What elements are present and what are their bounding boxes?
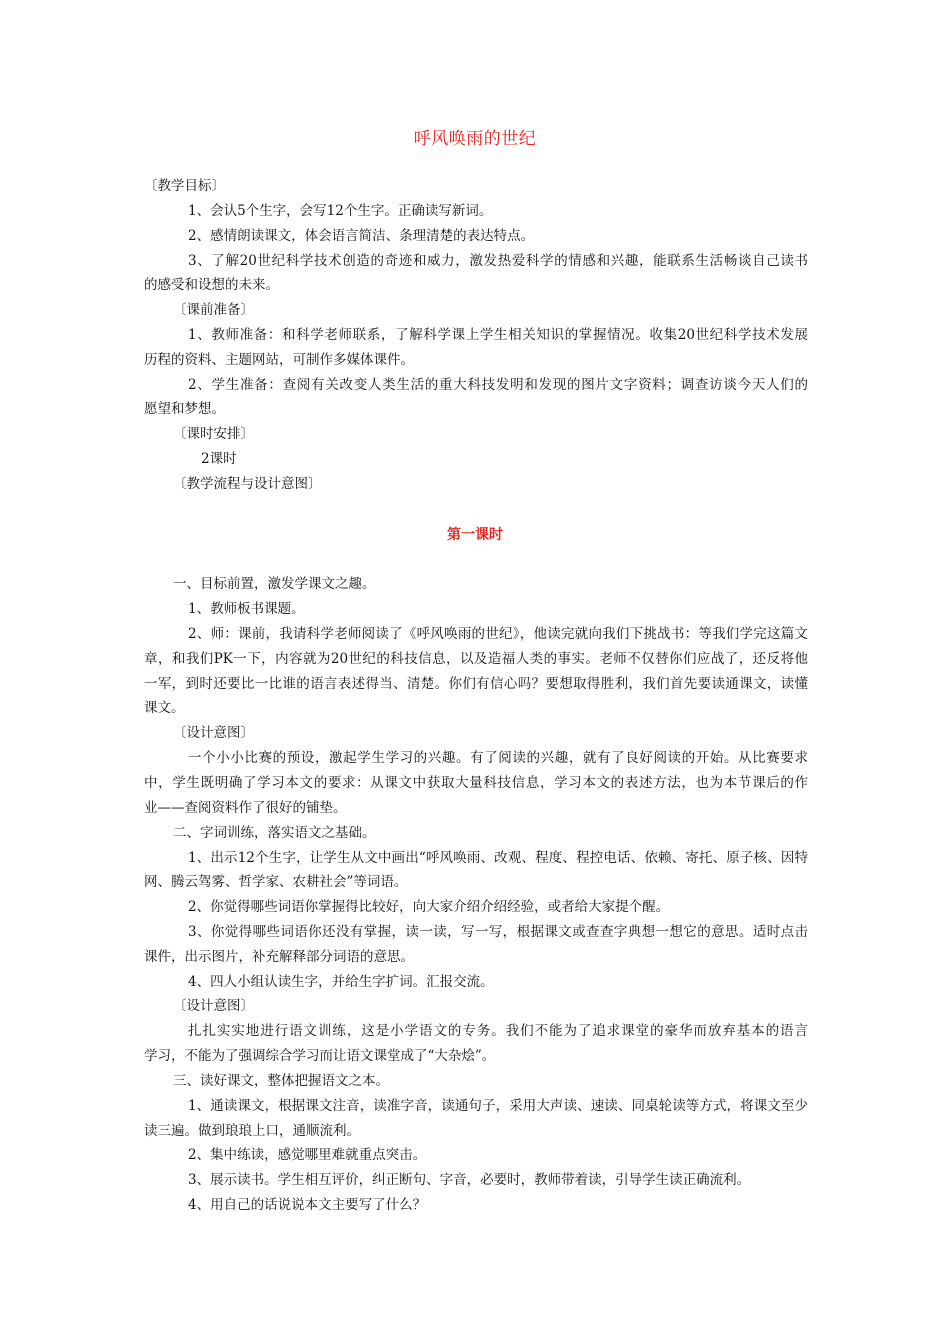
text-line: 4、四人小组认读生字，并给生字扩词。汇报交流。 [188, 974, 494, 990]
text-line: 〔课时安排〕 [173, 426, 254, 442]
text-line: 扎扎实实地进行语文训练，这是小学语文的专务。我们不能为了追求课堂的豪华而放弃基本的语言 [188, 1023, 808, 1039]
text-line: 1、教师准备：和科学老师联系，了解科学课上学生相关知识的掌握情况。收集20世纪科学技术发展 [188, 327, 808, 343]
text-line: 2、师：课前，我请科学老师阅读了《呼风唤雨的世纪》，他读完就向我们下挑战书：等我们学完这篇文 [188, 626, 808, 642]
text-line: 3、展示读书。学生相互评价，纠正断句、字音，必要时，教师带着读，引导学生读正确流利。 [188, 1172, 751, 1188]
text-line: 3、了解20世纪科学技术创造的奇迹和威力，激发热爱科学的情感和兴趣，能联系生活畅谈自己读书 [188, 253, 808, 269]
text-line: 课文。 [144, 700, 185, 716]
text-line: 学习，不能为了强调综合学习而让语文课堂成了“大杂烩”。 [144, 1048, 496, 1064]
text-line: 业——查阅资料作了很好的铺垫。 [144, 800, 347, 816]
text-line: 二、字词训练，落实语文之基础。 [173, 825, 376, 841]
text-line: 课件，出示图片，补充解释部分词语的意思。 [144, 949, 414, 965]
text-line: 〔教学流程与设计意图〕 [173, 476, 322, 492]
text-line: 1、通读课文，根据课文注音，读准字音，读通句子，采用大声读、速读、同桌轮读等方式，将课文至少 [188, 1098, 808, 1114]
text-line: 〔设计意图〕 [173, 725, 254, 741]
text-line: 的感受和设想的未来。 [144, 277, 279, 293]
lesson-title: 第一课时 [447, 527, 503, 543]
text-line: 〔教学目标〕 [144, 178, 225, 194]
text-line: 网、腾云驾雾、哲学家、农耕社会”等词语。 [144, 874, 408, 890]
text-line: 三、读好课文，整体把握语文之本。 [173, 1073, 389, 1089]
text-line: 2、集中练读，感觉哪里难就重点突击。 [188, 1147, 427, 1163]
text-line: 〔设计意图〕 [173, 998, 254, 1014]
text-line: 中，学生既明确了学习本文的要求：从课文中获取大量科技信息，学习本文的表述方法，也为本节课后的作 [144, 775, 808, 791]
text-line: 读三遍。做到琅琅上口，通顺流利。 [144, 1123, 360, 1139]
text-line: 1、出示12个生字，让学生从文中画出“呼风唤雨、改观、程度、程控电话、依赖、寄托、原子核、因特 [188, 850, 808, 866]
text-line: 2课时 [201, 451, 237, 467]
text-line: 一个小小比赛的预设，激起学生学习的兴趣。有了阅读的兴趣，就有了良好阅读的开始。从比赛要求 [188, 750, 808, 766]
text-line: 愿望和梦想。 [144, 401, 225, 417]
document-title: 呼风唤雨的世纪 [413, 129, 537, 149]
text-line: 章，和我们PK一下，内容就为20世纪的科技信息，以及造福人类的事实。老师不仅替你们应战了，还反将他 [144, 651, 808, 667]
text-line: 一军，到时还要比一比谁的语言表述得当、清楚。你们有信心吗？要想取得胜利，我们首先要读通课文，读懂 [144, 676, 808, 692]
text-line: 一、目标前置，激发学课文之趣。 [173, 576, 376, 592]
text-line: 2、你觉得哪些词语你掌握得比较好，向大家介绍介绍经验，或者给大家提个醒。 [188, 899, 670, 915]
text-line: 4、用自己的话说说本文主要写了什么？ [188, 1197, 427, 1213]
text-line: 3、你觉得哪些词语你还没有掌握，读一读，写一写，根据课文或查查字典想一想它的意思。适时点击 [188, 924, 808, 940]
text-line: 1、会认5个生字，会写12个生字。正确读写新词。 [188, 203, 493, 219]
text-line: 历程的资料、主题网站，可制作多媒体课件。 [144, 352, 414, 368]
text-line: 〔课前准备〕 [173, 302, 254, 318]
text-line: 2、学生准备：查阅有关改变人类生活的重大科技发明和发现的图片文字资料；调查访谈今天人们的 [188, 377, 808, 393]
text-line: 2、感情朗读课文，体会语言简洁、条理清楚的表达特点。 [188, 228, 535, 244]
text-line: 1、教师板书课题。 [188, 601, 305, 617]
